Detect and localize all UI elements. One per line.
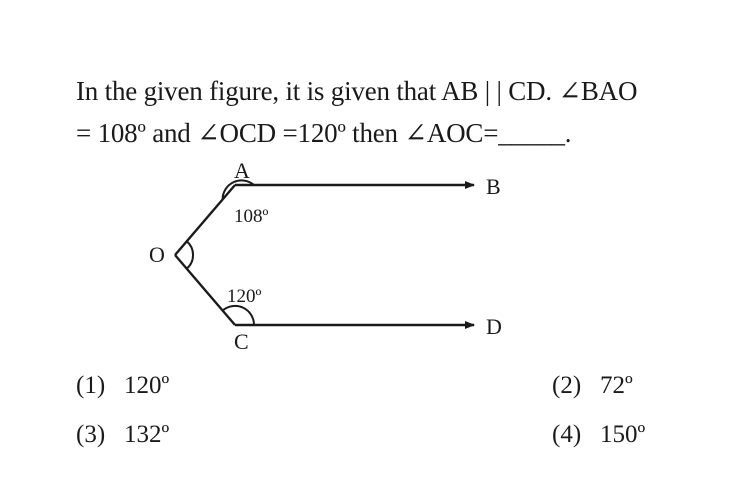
angle-label-C: 120º [227, 286, 262, 307]
option-value: 120º [124, 372, 170, 399]
question-text-line-2: = 108º and ∠OCD =120º then ∠AOC=_____. [76, 118, 572, 148]
question-text-line-1: In the given figure, it is given that AB | | CD. ∠BAO [76, 76, 638, 106]
option-number: (3) [76, 421, 106, 448]
point-label-D: D [486, 314, 502, 339]
angle-arc-O [187, 241, 193, 268]
option-number: (2) [552, 372, 582, 399]
option-number: (1) [76, 372, 106, 399]
option-number: (4) [552, 421, 582, 448]
option-value: 132º [124, 421, 170, 448]
option-4[interactable] [552, 420, 645, 450]
segment-OC [175, 255, 235, 325]
point-label-C: C [234, 329, 249, 354]
point-label-A: A [234, 158, 250, 183]
point-label-O: O [149, 242, 165, 267]
angle-label-A: 108º [234, 206, 269, 227]
option-3[interactable] [76, 420, 169, 450]
option-value: 150º [600, 421, 646, 448]
point-label-B: B [486, 174, 501, 199]
option-1[interactable] [76, 371, 169, 401]
option-2[interactable] [552, 371, 633, 401]
segment-AO [175, 185, 235, 255]
option-value: 72º [600, 372, 633, 399]
angle-arc-A [223, 180, 254, 199]
